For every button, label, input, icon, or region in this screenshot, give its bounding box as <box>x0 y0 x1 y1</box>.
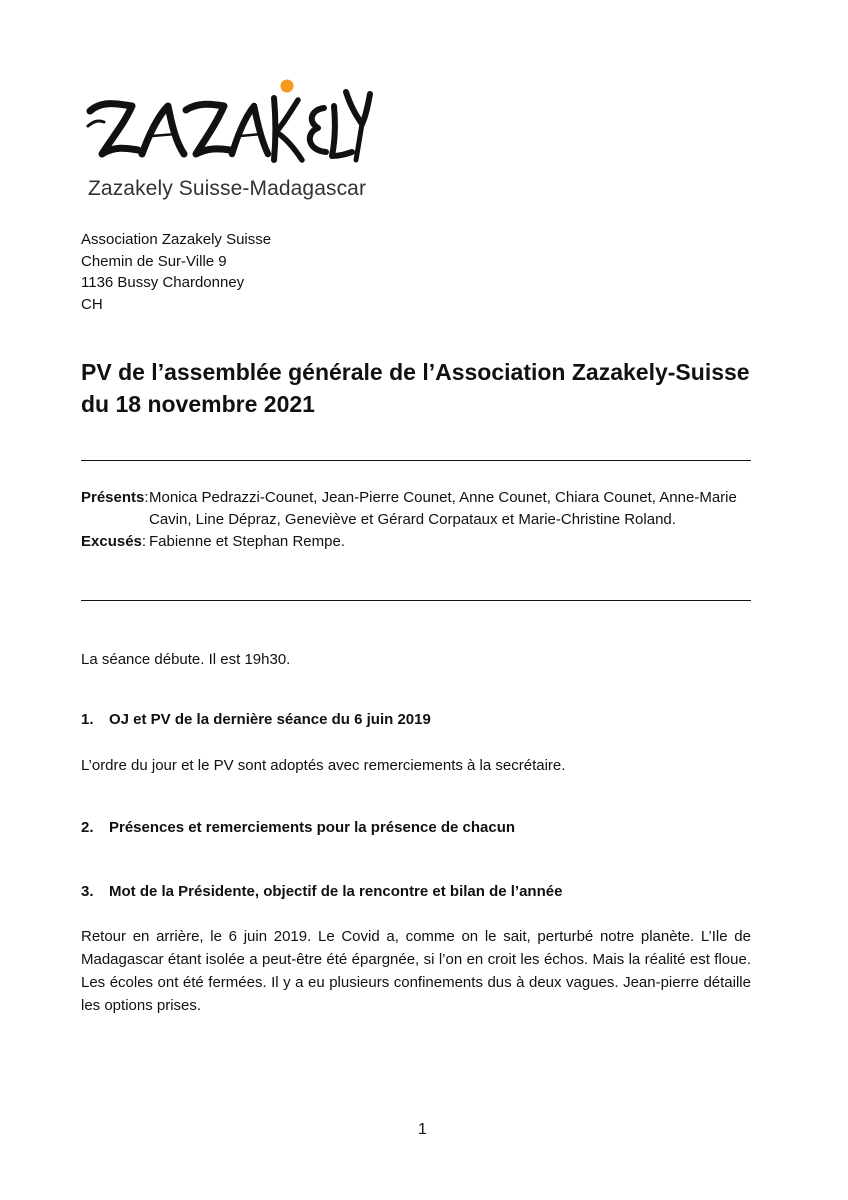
address-line: Chemin de Sur-Ville 9 <box>81 252 227 270</box>
excused-label: Excusés <box>81 533 142 550</box>
title-line-1: PV de l’assemblée générale de l’Association Zazakely-Suisse <box>81 359 750 385</box>
address-line: 1136 Bussy Chardonney <box>81 274 245 291</box>
page-number: 1 <box>418 1121 427 1138</box>
section-number: 1. <box>81 711 94 728</box>
section-heading-2 <box>81 819 515 836</box>
logo-caption: Zazakely Suisse-Madagascar <box>88 177 367 200</box>
section-heading-3 <box>81 883 562 900</box>
section-title: Mot de la Présidente, objectif de la rencontre et bilan de l’année <box>109 883 563 900</box>
excused-list: Fabienne et Stephan Rempe. <box>149 533 345 550</box>
document-title <box>81 356 771 420</box>
section-body-1: L’ordre du jour et le PV sont adoptés avec remerciements à la secrétaire. <box>81 757 566 774</box>
sender-address <box>81 229 271 315</box>
address-line: CH <box>81 295 103 313</box>
divider-bottom <box>81 600 751 601</box>
association-logo <box>84 76 374 206</box>
section-title: Présences et remerciements pour la présence de chacun <box>109 819 516 836</box>
section-number: 2. <box>81 819 94 836</box>
divider-top <box>81 460 751 461</box>
attendance-block <box>81 487 761 553</box>
intro-text: La séance débute. Il est 19h30. <box>81 651 291 668</box>
address-line: Association Zazakely Suisse <box>81 231 272 248</box>
logo-orange-dot <box>281 80 294 93</box>
present-list: Monica Pedrazzi-Counet, Jean-Pierre Counet, Anne Counet, Chiara Counet, Anne-Marie Cavin, Line Dépraz, Geneviève et Gérard Corpataux et Marie-Christine Roland. <box>149 489 737 528</box>
excused-row: Excusés: Fabienne et Stephan Rempe. <box>81 531 761 553</box>
present-label: Présents <box>81 489 145 506</box>
section-body-3: Retour en arrière, le 6 juin 2019. Le Covid a, comme on le sait, perturbé notre planète. L’Ile de Madagascar étant isolée a peut-être été épargnée, si l’on en croit les échos. Mais la réalité est floue. Les écoles ont été fermées. Il y a eu plusieurs confinements dus à deux vagues. Jean-pierre détaille les options prises. <box>81 928 751 1014</box>
section-title: OJ et PV de la dernière séance du 6 juin 2019 <box>109 711 431 728</box>
section-heading-1 <box>81 711 431 728</box>
zazakely-wordmark <box>84 76 374 176</box>
present-row: Présents: Monica Pedrazzi-Counet, Jean-Pierre Counet, Anne Counet, Chiara Counet, Anne-Marie Cavin, Line Dépraz, Geneviève et Gérard Corpataux et Marie-Christine Roland. <box>81 487 761 531</box>
section-number: 3. <box>81 883 94 900</box>
title-line-2: du 18 novembre 2021 <box>81 391 315 417</box>
